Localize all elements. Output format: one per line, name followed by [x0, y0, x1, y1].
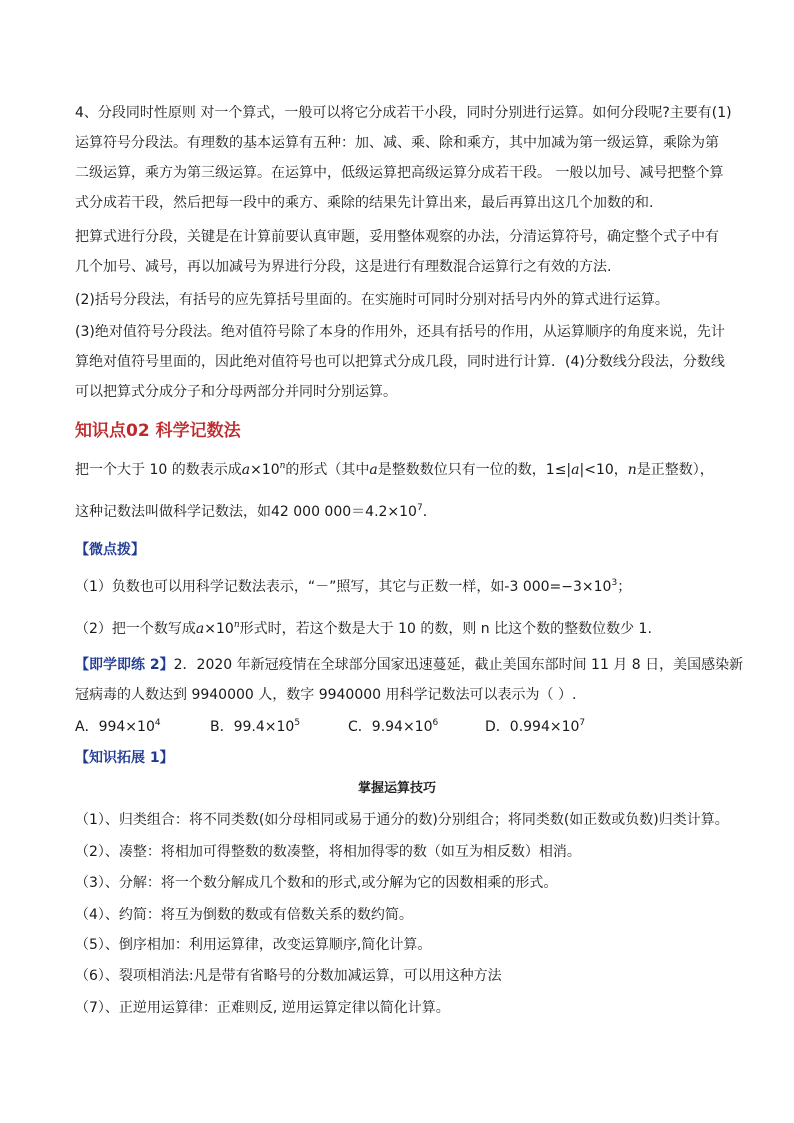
- option-d: D．$0.994\times 10^7$: [485, 718, 586, 735]
- definition-line-1: 把一个大于 10 的数表示成$a\times 10^n$的形式（其中a是整数数位只有一位的数，1≤|a|<10，n是正整数），: [75, 461, 714, 478]
- definition-line-2: 这种记数法叫做科学记数法，如42 000 $000=4.2\times 10^7$．: [75, 503, 437, 520]
- rule-line: 可以把算式分成分子和分母两部分并同时分别运算。: [75, 384, 397, 400]
- option-c: C．$9.94\times 10^6$: [348, 718, 439, 735]
- extension-item: （3）、分解：将一个数分解成几个数和的形式,或分解为它的因数相乘的形式。: [75, 875, 558, 891]
- rule-line: 算绝对值符号里面的，因此绝对值符号也可以把算式分成几段，同时进行计算．(4)分数线分段法，分数线: [75, 354, 725, 370]
- extension-item: （5）、倒序相加：利用运算律，改变运算顺序,简化计算。: [75, 937, 432, 953]
- rule-line: (3)绝对值符号分段法。绝对值符号除了本身的作用外，还具有括号的作用，从运算顺序的角度来说，先计: [75, 324, 725, 340]
- option-b: B．$99.4\times 10^5$: [210, 718, 301, 735]
- rule-line: 几个加号、减号，再以加减号为界进行分段，这是进行有理数混合运算行之有效的方法.: [75, 259, 612, 275]
- practice-line-2: 冠病毒的人数达到 9940000 人，数字 9940000 用科学记数法可以表示为（ ）.: [75, 687, 577, 703]
- rule-line: 4、分段同时性原则 对一个算式，一般可以将它分成若干小段，同时分别进行运算。如何分段呢?主要有(1): [75, 105, 732, 121]
- extension-heading: 掌握运算技巧: [357, 781, 436, 796]
- tip-item-2: （2）把一个数写成$a\times 10^n$形式时，若这个数是大于 10 的数，则 n 比这个数的整数位数少 1.: [75, 620, 652, 637]
- option-a: A．$994\times 10^4$: [75, 718, 161, 735]
- extension-item: （2）、凑整：将相加可得整数的数凑整，将相加得零的数（如互为相反数）相消。: [75, 844, 581, 860]
- practice-line-1: 【即学即练 2】2．2020 年新冠疫情在全球部分国家迅速蔓延，截止美国东部时间 11 月 8 日，美国感染新: [75, 657, 744, 673]
- rule-line: (2)括号分段法，有括号的应先算括号里面的。在实施时可同时分别对括号内外的算式进行运算。: [75, 292, 669, 308]
- rule-line: 运算符号分段法。有理数的基本运算有五种：加、减、乘、除和乘方，其中加减为第一级运算，乘除为第: [75, 135, 719, 151]
- tip-item-1: （1）负数也可以用科学记数法表示，“－”照写，其它与正数一样，如-3 $000=-3\times 10^3$；: [75, 578, 632, 595]
- tip-label: 【微点拨】: [75, 542, 145, 558]
- extension-item: （6）、裂项相消法:凡是带有省略号的分数加减运算，可以用这种方法: [75, 968, 502, 984]
- rule-line: 式分成若干段，然后把每一段中的乘方、乘除的结果先计算出来，最后再算出这几个加数的和.: [75, 195, 654, 211]
- section-title: 知识点02 科学记数法: [75, 421, 241, 441]
- rule-line: 把算式进行分段，关键是在计算前要认真审题，妥用整体观察的办法，分清运算符号，确定整个式子中有: [75, 229, 719, 245]
- extension-item: （7）、正逆用运算律：正难则反, 逆用运算定律以简化计算。: [75, 1000, 450, 1016]
- extension-item: （1）、归类组合：将不同类数(如分母相同或易于通分的数)分别组合；将同类数(如正数或负数)归类计算。: [75, 812, 729, 828]
- rule-line: 二级运算，乘方为第三级运算。在运算中，低级运算把高级运算分成若干段。 一般以加号、减号把整个算: [75, 165, 724, 181]
- extension-item: （4）、约简：将互为倒数的数或有倍数关系的数约简。: [75, 907, 413, 923]
- extension-label: 【知识拓展 1】: [75, 750, 174, 766]
